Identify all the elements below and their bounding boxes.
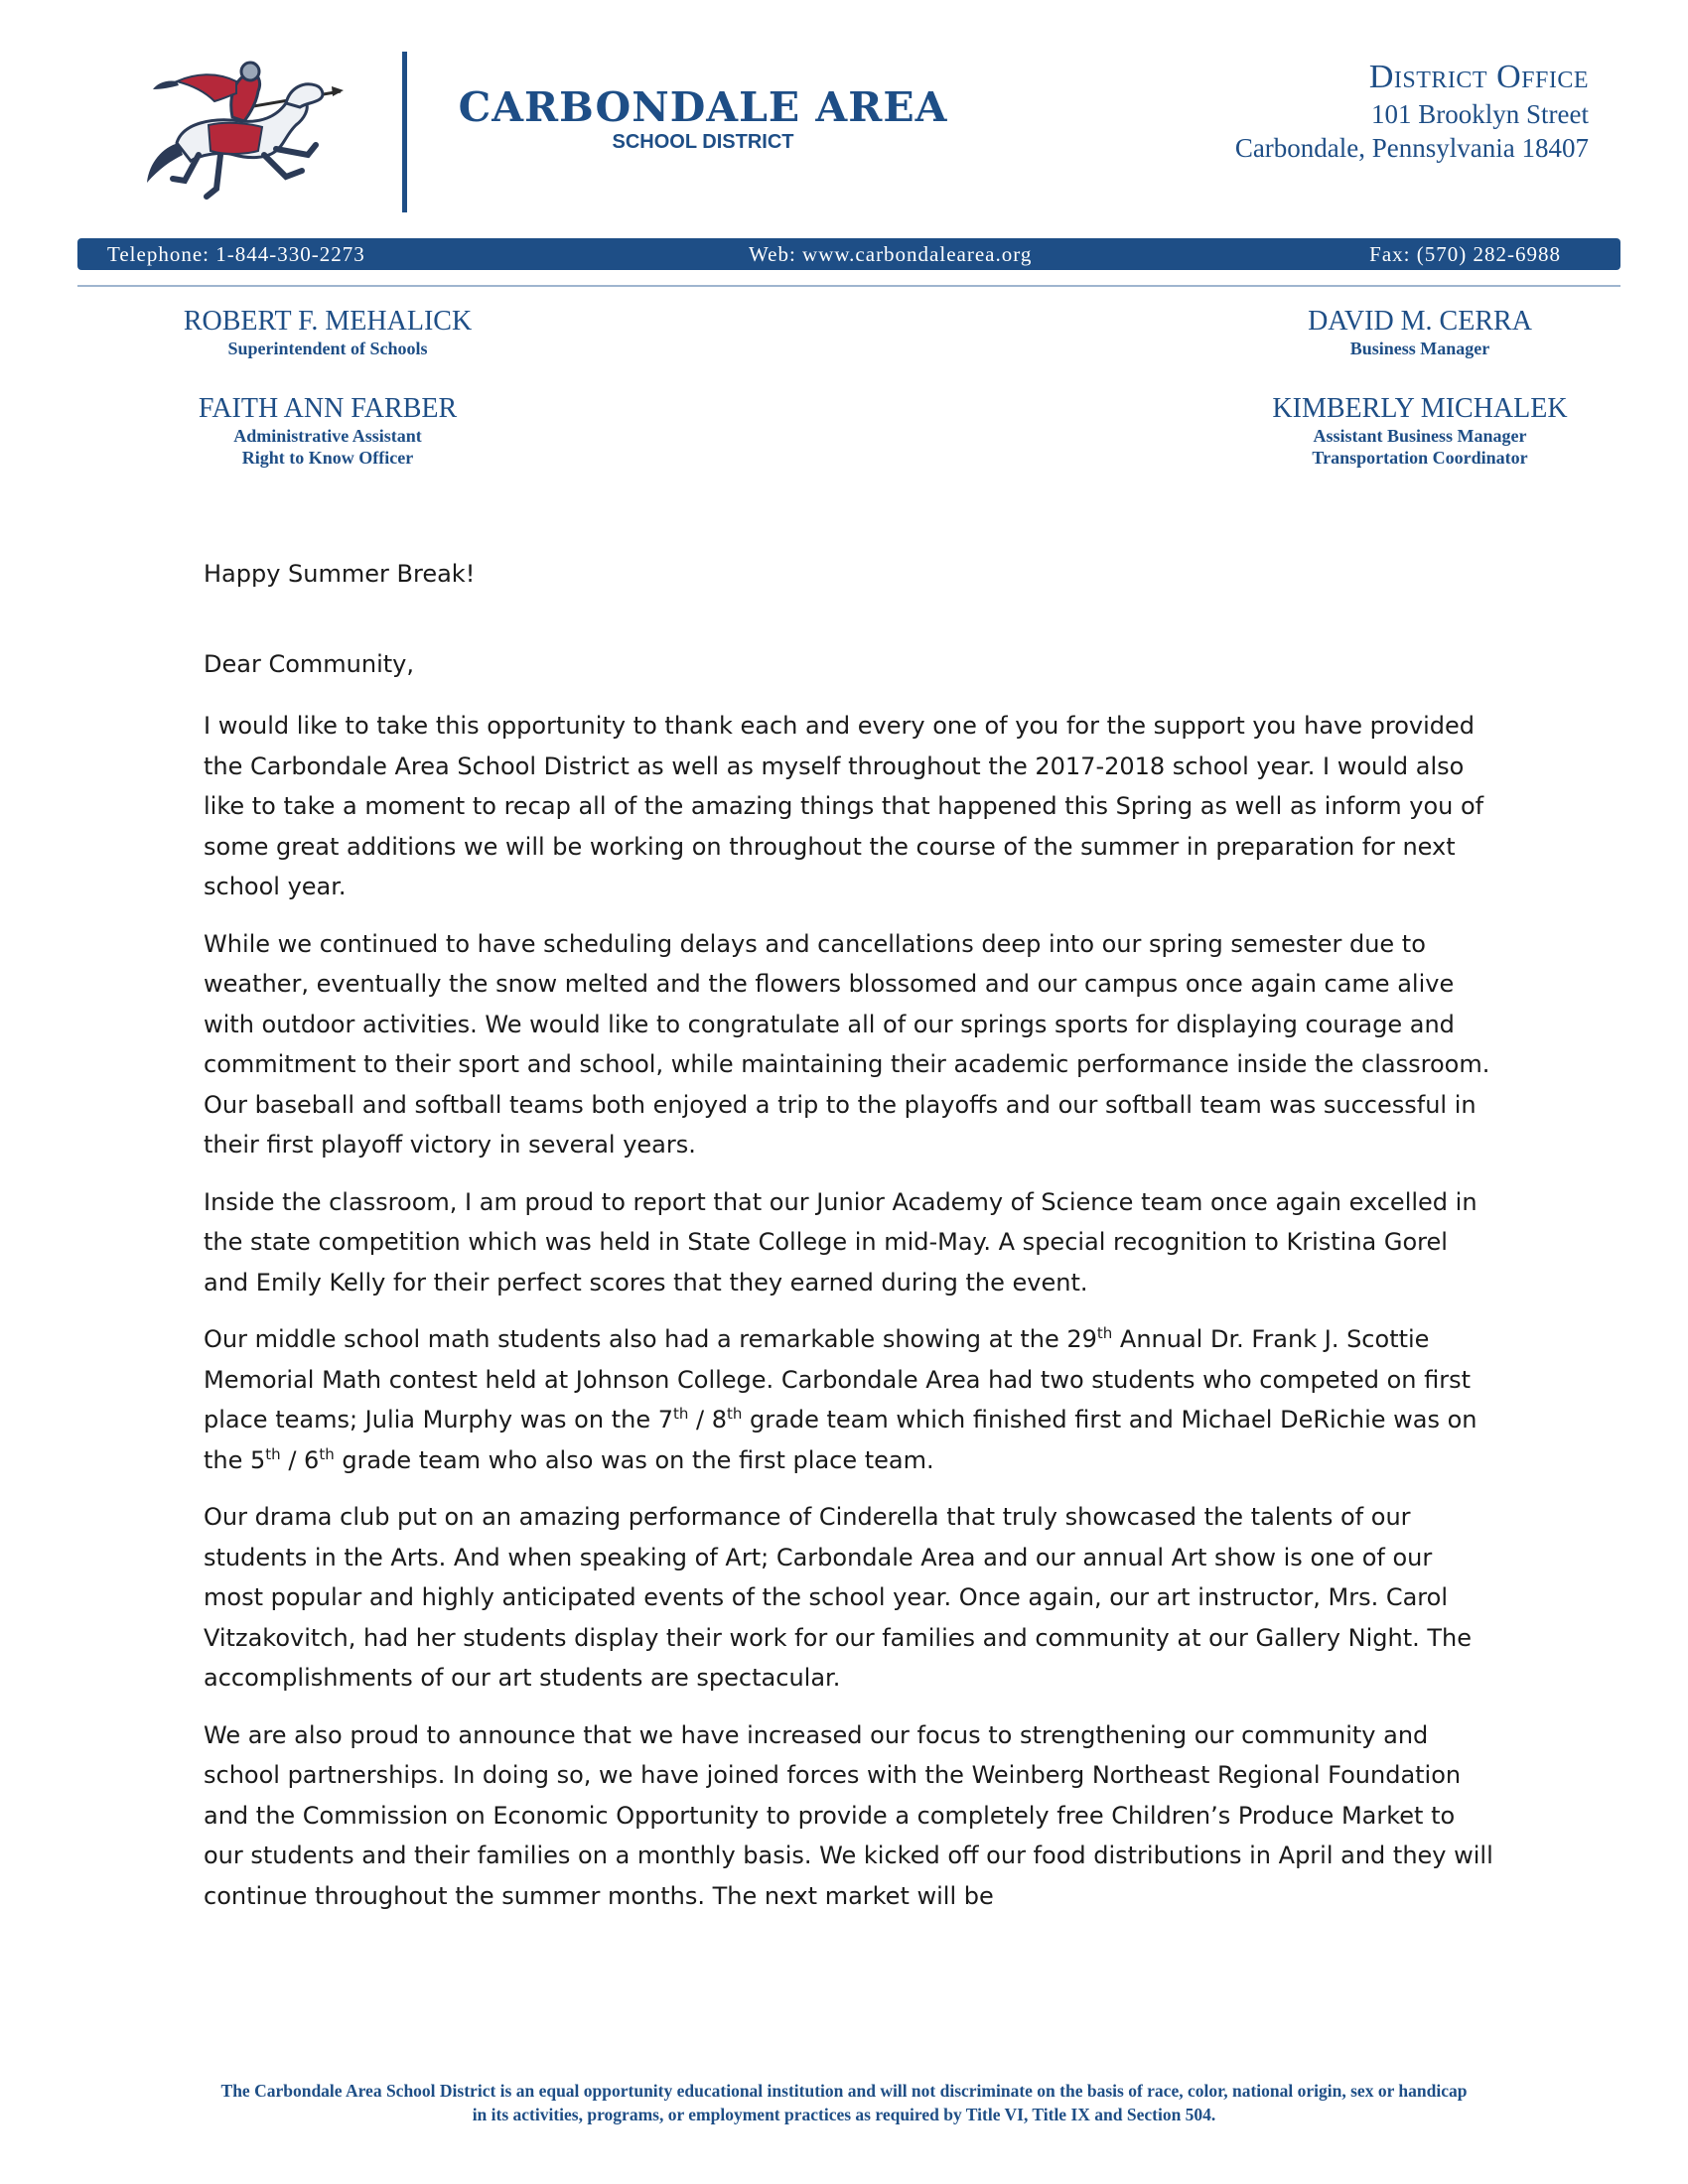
staff-assistant-business-manager bbox=[1221, 393, 1618, 469]
staff-business-manager bbox=[1221, 306, 1618, 359]
superscript: th bbox=[265, 1444, 281, 1463]
footer-line: in its activities, programs, or employment practices as required by Title VI, Title IX and Section 504. bbox=[472, 2105, 1216, 2124]
letter-body bbox=[204, 554, 1494, 1933]
header-divider bbox=[402, 52, 407, 212]
office-street: 101 Brooklyn Street bbox=[1371, 99, 1589, 129]
letter-greeting: Happy Summer Break! bbox=[204, 560, 476, 588]
knight-on-horse-logo bbox=[137, 52, 346, 212]
paragraph-spring-sports: While we continued to have scheduling delays and cancellations deep into our spring semester due to weather, eventually the snow melted and the flowers blossomed and our campus once again came alive with outdoor activities. We would like to congratulate all of our springs sports for displaying courage and commitment to their sport and school, while maintaining their academic performance inside the classroom. Our baseball and softball teams both enjoyed a trip to the playoffs and our softball team was successful in their first playoff victory in several years. bbox=[204, 929, 1490, 1159]
telephone-text: Telephone: 1-844-330-2273 bbox=[107, 242, 365, 266]
district-office-address bbox=[1235, 58, 1589, 165]
website-text: Web: www.carbondalearea.org bbox=[749, 242, 1033, 266]
staff-name: DAVID M. CERRA bbox=[1308, 306, 1532, 337]
superscript: th bbox=[672, 1405, 689, 1423]
header-rule bbox=[77, 285, 1620, 287]
paragraph-arts: Our drama club put on an amazing performance of Cinderella that truly showcased the talents of our students in the Arts. And when speaking of Art; Carbondale Area and our annual Art show is one of our most popular and highly anticipated events of the school year. Once again, our art instructor, Mrs. Carol Vitzakovitch, had her students display their work for our families and community at our Gallery Night. The accomplishments of our art students are spectacular. bbox=[204, 1503, 1473, 1692]
brand-name: CARBONDALE AREA bbox=[458, 83, 948, 131]
fax-text: Fax: (570) 282-6988 bbox=[1369, 242, 1561, 266]
staff-title: Right to Know Officer bbox=[241, 448, 414, 468]
text-run: grade team who also was on the first place team. bbox=[334, 1445, 934, 1474]
footer-line: The Carbondale Area School District is an equal opportunity educational institution and will not discriminate on the basis of race, color, national origin, sex or handicap bbox=[220, 2081, 1468, 2101]
staff-title: Administrative Assistant bbox=[233, 426, 422, 446]
nondiscrimination-footer bbox=[79, 2079, 1609, 2126]
staff-superintendent bbox=[129, 306, 526, 359]
office-title: District Office bbox=[1368, 59, 1589, 95]
staff-name: KIMBERLY MICHALEK bbox=[1272, 393, 1568, 424]
paragraph-partnerships: We are also proud to announce that we have increased our focus to strengthening our community and school partnerships. In doing so, we have joined forces with the Weinberg Northeast Regional Foundation and the Commission on Economic Opportunity to provide a completely free Children’s Produce Market to our students and their families on a monthly basis. We kicked off our food distributions in April and they will continue throughout the summer months. The next market will be bbox=[204, 1720, 1493, 1910]
text-run: / 6 bbox=[280, 1445, 320, 1474]
staff-name: ROBERT F. MEHALICK bbox=[183, 306, 473, 337]
text-run: grade team which finished first and Michael DeRichie was on the 5 bbox=[204, 1406, 1477, 1474]
text-run: Our middle school math students also had a remarkable showing at the 29 bbox=[204, 1325, 1097, 1353]
brand-subtitle: SCHOOL DISTRICT bbox=[612, 131, 794, 153]
staff-title: Superintendent of Schools bbox=[227, 339, 428, 358]
staff-name: FAITH ANN FARBER bbox=[198, 393, 458, 424]
superscript: th bbox=[319, 1444, 335, 1463]
staff-administrative-assistant bbox=[129, 393, 526, 469]
letter-salutation: Dear Community, bbox=[204, 649, 414, 678]
staff-title: Business Manager bbox=[1349, 339, 1490, 358]
paragraph-thanks: I would like to take this opportunity to thank each and every one of you for the support you have provided the Carbondale Area School District as well as myself throughout the 2017-2018 school year. I would also like to take a moment to recap all of the amazing things that happened this Spring as well as inform you of some great additions we will be working on throughout the course of the summer in preparation for next school year. bbox=[204, 712, 1484, 900]
contact-bar bbox=[77, 238, 1620, 270]
staff-title: Transportation Coordinator bbox=[1312, 448, 1528, 468]
office-city: Carbondale, Pennsylvania 18407 bbox=[1234, 133, 1589, 163]
paragraph-science: Inside the classroom, I am proud to report that our Junior Academy of Science team once again excelled in the state competition which was held in State College in mid-May. A special recognition to Kristina Gorel and Emily Kelly for their perfect scores that they earned during the event. bbox=[204, 1187, 1477, 1297]
district-brand bbox=[455, 85, 951, 153]
text-run: Annual Dr. Frank J. Scottie Memorial Math contest held at Johnson College. Carbondale Area had two students who competed on first place teams; Julia Murphy was on the 7 bbox=[204, 1325, 1472, 1433]
superscript: th bbox=[727, 1405, 743, 1423]
superscript: th bbox=[1096, 1324, 1113, 1342]
text-run: / 8 bbox=[688, 1406, 727, 1433]
paragraph-math-contest bbox=[204, 1319, 1494, 1480]
staff-title: Assistant Business Manager bbox=[1313, 426, 1527, 446]
